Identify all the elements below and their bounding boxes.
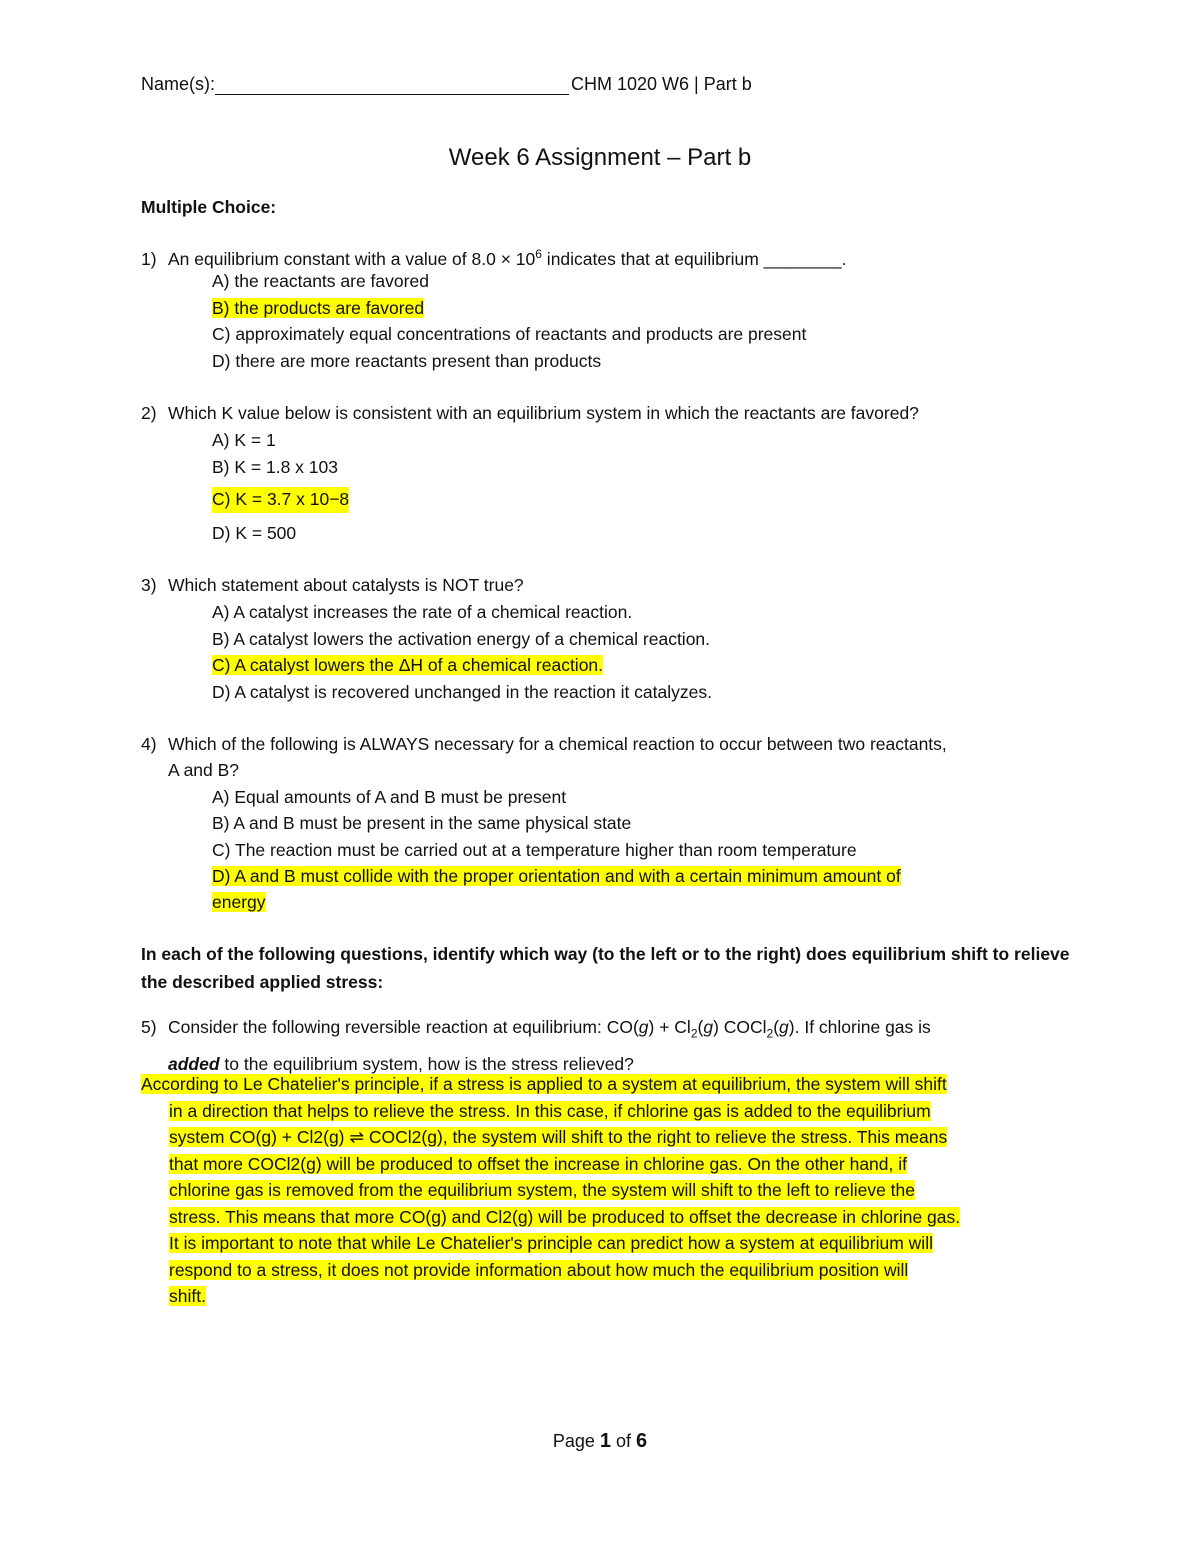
answer-line: stress. This means that more CO(g) and Cl2(g) will be produced to offset the decrease in chlorine gas. xyxy=(169,1206,961,1227)
q2-option-d: D) K = 500 xyxy=(212,523,297,543)
q4-option-c: C) The reaction must be carried out at a temperature higher than room temperature xyxy=(212,840,857,860)
q5-text: to the equilibrium system, how is the stress relieved? xyxy=(219,1053,634,1074)
q5-text: Consider the following reversible reaction at equilibrium: CO( xyxy=(168,1017,639,1037)
highlighted-answer: C) A catalyst lowers the ΔH of a chemical reaction. xyxy=(212,655,604,675)
highlighted-answer-line-2: energy xyxy=(212,892,266,912)
question-number: 2) xyxy=(141,403,157,423)
answer-block xyxy=(141,1071,1061,1310)
q1-option-a: A) the reactants are favored xyxy=(212,271,429,291)
answer-line: shift. xyxy=(169,1286,206,1306)
highlighted-answer-line-1: D) A and B must collide with the proper orientation and with a certain minimum amount of xyxy=(212,866,901,886)
section-instructions: In each of the following questions, identify which way (to the left or to the right) does equilibrium shift to relieve the described applied stress: xyxy=(141,944,1070,992)
q1-option-d: D) there are more reactants present than products xyxy=(212,351,602,371)
question-stem-line-1: Which of the following is ALWAYS necessary for a chemical reaction to occur between two reactants, xyxy=(168,734,947,754)
q5-text: ( xyxy=(773,1017,780,1037)
page-title: Week 6 Assignment – Part b xyxy=(448,144,752,171)
q5-italic: g xyxy=(638,1017,649,1037)
highlighted-answer: C) K = 3.7 x 10−8 xyxy=(212,487,349,513)
name-label: Name(s): xyxy=(141,74,216,94)
q5-text: ( xyxy=(697,1017,704,1037)
q5-text: ). If chlorine gas is xyxy=(788,1017,931,1037)
q5-italic: g xyxy=(779,1017,789,1037)
q3-option-c xyxy=(212,652,603,678)
answer-line: It is important to note that while Le Chatelier's principle can predict how a system at equilibrium will xyxy=(169,1233,933,1253)
answer-line: chlorine gas is removed from the equilibrium system, the system will shift to the left to relieve the xyxy=(169,1180,915,1200)
q2-option-b: B) K = 1.8 x 103 xyxy=(212,457,338,477)
q3-option-d: D) A catalyst is recovered unchanged in the reaction it catalyzes. xyxy=(212,682,712,702)
q4-option-b: B) A and B must be present in the same physical state xyxy=(212,813,632,833)
q3-option-b: B) A catalyst lowers the activation energy of a chemical reaction. xyxy=(212,629,711,649)
page-total: 6 xyxy=(636,1430,648,1452)
q5-italic: g xyxy=(703,1017,714,1037)
course-label: CHM 1020 W6 | Part b xyxy=(571,74,752,94)
answer-line: that more COCl2(g) will be produced to offset the increase in chlorine gas. On the other hand, if xyxy=(169,1153,907,1174)
q5-subscript: 2 xyxy=(766,1026,774,1041)
q5-emphasis: added xyxy=(168,1053,220,1074)
q2-option-a: A) K = 1 xyxy=(212,430,276,450)
question-5 xyxy=(141,1012,1071,1079)
question-number: 1) xyxy=(141,248,157,269)
q5-text: ) + Cl xyxy=(648,1017,691,1037)
q4-option-d-cont xyxy=(212,889,266,915)
name-blank-line xyxy=(215,76,569,95)
q2-option-c xyxy=(212,486,349,512)
section-heading-multiple-choice: Multiple Choice: xyxy=(141,197,277,217)
answer-line: respond to a stress, it does not provide information about how much the equilibrium position will xyxy=(169,1259,909,1280)
question-stem: Which statement about catalysts is NOT true? xyxy=(168,575,524,595)
q1-option-c: C) approximately equal concentrations of reactants and products are present xyxy=(212,324,807,344)
question-number: 3) xyxy=(141,575,157,595)
q5-text: ) COCl xyxy=(713,1017,767,1037)
question-stem: An equilibrium constant with a value of 8.0 × 10 xyxy=(168,248,536,269)
q1-option-b xyxy=(212,295,424,321)
q4-option-d xyxy=(212,863,901,889)
page-footer xyxy=(0,1430,1200,1453)
q3-option-a: A) A catalyst increases the rate of a chemical reaction. xyxy=(212,602,633,622)
question-2 xyxy=(141,400,1071,426)
page-number: 1 xyxy=(599,1430,611,1452)
q4-option-a: A) Equal amounts of A and B must be present xyxy=(212,787,567,807)
answer-line: system CO(g) + Cl2(g) ⇌ COCl2(g), the system will shift to the right to relieve the stress. This means xyxy=(169,1127,948,1147)
highlighted-answer: B) the products are favored xyxy=(212,298,425,318)
question-number: 4) xyxy=(141,734,157,754)
page-header xyxy=(141,74,752,95)
of-word: of xyxy=(616,1431,632,1451)
answer-line: According to Le Chatelier's principle, if a stress is applied to a system at equilibrium, the system will shift xyxy=(141,1074,947,1094)
question-stem-end: indicates that at equilibrium ________. xyxy=(541,248,847,269)
question-4 xyxy=(141,731,1071,783)
question-3 xyxy=(141,572,1071,598)
answer-line: in a direction that helps to relieve the stress. In this case, if chlorine gas is added to the equilibrium xyxy=(169,1100,931,1121)
question-number: 5) xyxy=(141,1017,157,1037)
page-word: Page xyxy=(552,1431,595,1451)
question-stem-line-2: A and B? xyxy=(168,760,240,780)
exponent: 6 xyxy=(535,247,542,261)
question-stem: Which K value below is consistent with an equilibrium system in which the reactants are favored? xyxy=(168,403,919,423)
q5-subscript: 2 xyxy=(690,1026,698,1041)
